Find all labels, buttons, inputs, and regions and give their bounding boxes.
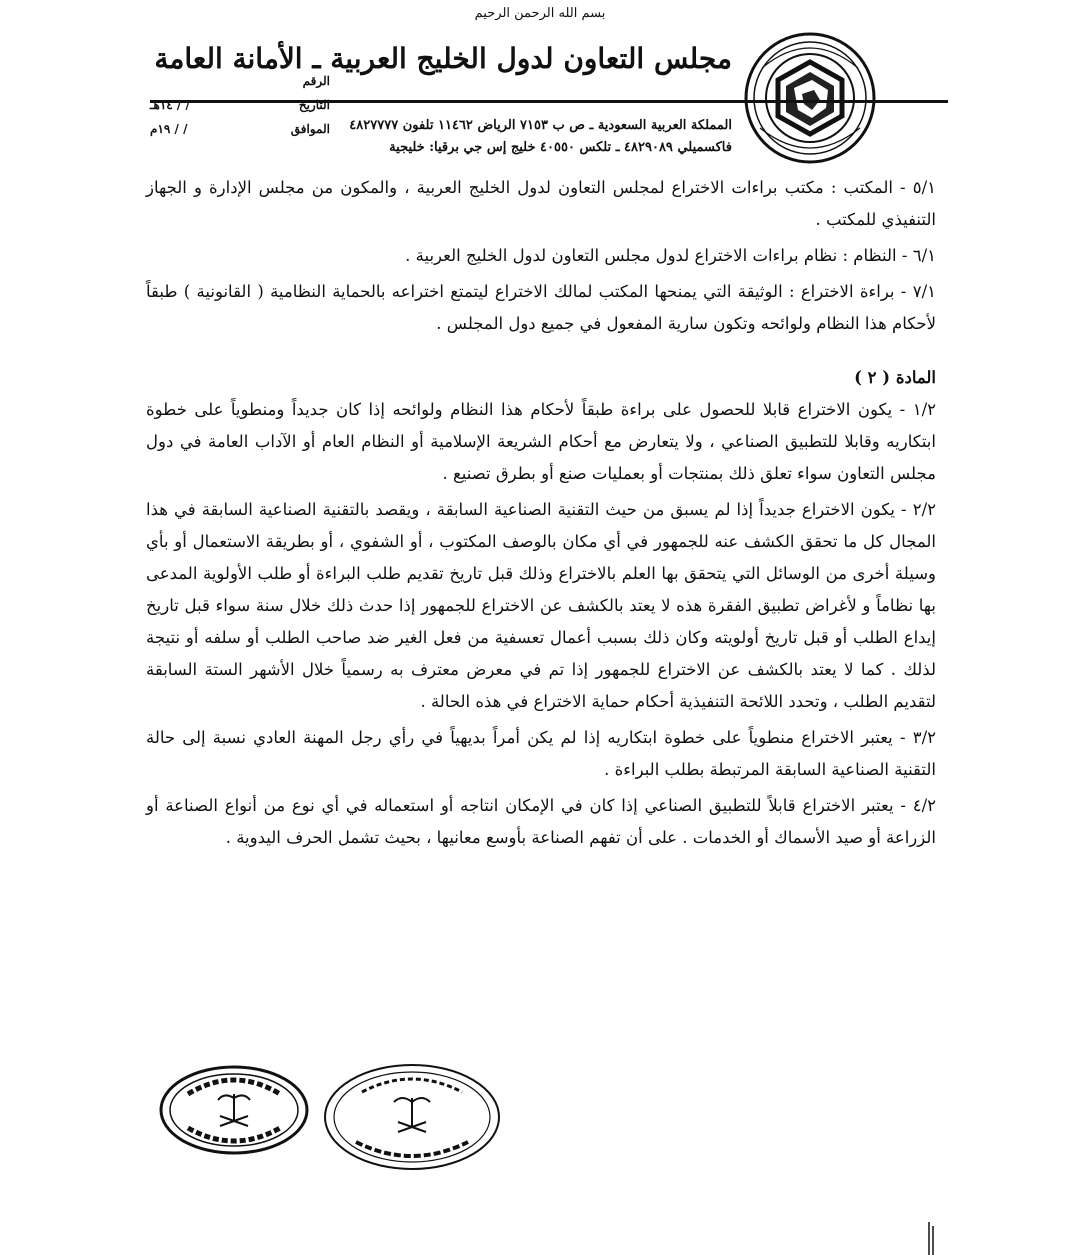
ref-row bbox=[150, 74, 330, 90]
corresponding-value: / / ١٩م bbox=[150, 122, 188, 136]
article-heading: المادة ( ٢ ) bbox=[854, 368, 936, 387]
corresponding-label: الموافق bbox=[290, 122, 330, 136]
org-contacts: فاكسميلي ٤٨٢٩٠٨٩ ـ تلكس ٤٠٥٥٠ خليج إس جي برقيا: خليجية bbox=[389, 140, 732, 155]
date-row bbox=[150, 98, 330, 114]
clause-2-3: ٣/٢ - يعتبر الاختراع منطوياً على خطوة ابتكاريه إذا لم يكن أمراً بديهياً في رأي رجل المهنة العادي نسبة إلى حالة التقنية الصناعية السابقة المرتبطة بطلب البراءة . bbox=[146, 728, 936, 779]
date-label: التاريخ bbox=[298, 98, 330, 112]
org-address: المملكة العربية السعودية ـ ص ب ٧١٥٣ الرياض ١١٤٦٢ تلفون ٤٨٢٧٧٧٧ bbox=[349, 118, 732, 133]
gcc-emblem-seal-icon bbox=[742, 28, 878, 168]
saudi-emblem-stamp-icon bbox=[158, 1064, 310, 1156]
document-body bbox=[146, 172, 936, 854]
saudi-council-stamp-icon bbox=[322, 1062, 502, 1172]
date-value: / / ١٤هـ bbox=[150, 98, 190, 112]
org-title: مجلس التعاون لدول الخليج العربية ـ الأمانة العامة bbox=[154, 42, 732, 75]
basmala: بسم الله الرحمن الرحيم bbox=[474, 6, 606, 21]
clause-2-2: ٢/٢ - يكون الاختراع جديداً إذا لم يسبق من حيث التقنية الصناعية السابقة ، ويقصد بالتقنية الصناعية السابقة في هذا المجال كل ما تحقق الكشف عنه للجمهور في أي مكان بالوصف المكتوب ، أو الشفوي ، أو بطريقة الاستعمال أو بأي وسيلة أخرى من الوسائل التي يتحقق بها العلم بالاختراع وذلك قبل تاريخ تقديم طلب البراءة أو طلب الأولوية المدعى بها نظاماً و لأغراض تطبيق الفقرة هذه لا يعتد بالكشف عن الاختراع للجمهور إذا حدث ذلك خلال سنة سواء قبل تاريخ إيداع الطلب أو قبل تاريخ أولويته وكان ذلك بسبب أعمال تعسفية من فعل الغير ضد صاحب الطلب أو سلفه أو نتيجة لذلك . كما لا يعتد بالكشف عن الاختراع للجمهور إذا تم في معرض معترف به رسمياً خلال الأشهر الستة السابقة لتقديم الطلب ، وتحدد اللائحة التنفيذية أحكام حماية الاختراع في هذه الحالة . bbox=[146, 500, 936, 711]
definition-patent: ٧/١ - براءة الاختراع : الوثيقة التي يمنحها المكتب لمالك الاختراع ليتمتع اختراعه بالحماية النظامية ( القانونية ) طبقاً لأحكام هذا النظام ولوائحه وتكون سارية المفعول في جميع دول المجلس . bbox=[146, 282, 936, 333]
clause-2-4: ٤/٢ - يعتبر الاختراع قابلاً للتطبيق الصناعي إذا كان في الإمكان انتاجه أو استعماله في أي نوع من أنواع الصناعة أو الزراعة أو صيد الأسماك أو الخدمات . على أن تفهم الصناعة بأوسع معانيها ، بحيث تشمل الحرف اليدوية . bbox=[146, 796, 936, 847]
definition-system: ٦/١ - النظام : نظام براءات الاختراع لدول مجلس التعاون لدول الخليج العربية . bbox=[405, 246, 936, 265]
page-edge-mark bbox=[926, 1222, 936, 1255]
definition-office: ٥/١ - المكتب : مكتب براءات الاختراع لمجلس التعاون لدول الخليج العربية ، والمكون من مجلس الإدارة و الجهاز التنفيذي للمكتب . bbox=[146, 178, 936, 229]
clause-2-1: ١/٢ - يكون الاختراع قابلا للحصول على براءة طبقاً لأحكام هذا النظام ولوائحه إذا كان جديداً ومنطوياً على خطوة ابتكاريه وقابلا للتطبيق الصناعي ، ولا يتعارض مع أحكام الشريعة الإسلامية أو النظام العام أو الآداب العامة في دول مجلس التعاون سواء تعلق ذلك بمنتجات أو بعمليات صنع أو بطرق تصنيع . bbox=[146, 400, 936, 483]
corresponding-row bbox=[150, 122, 330, 138]
ref-label: الرقم bbox=[302, 74, 330, 88]
